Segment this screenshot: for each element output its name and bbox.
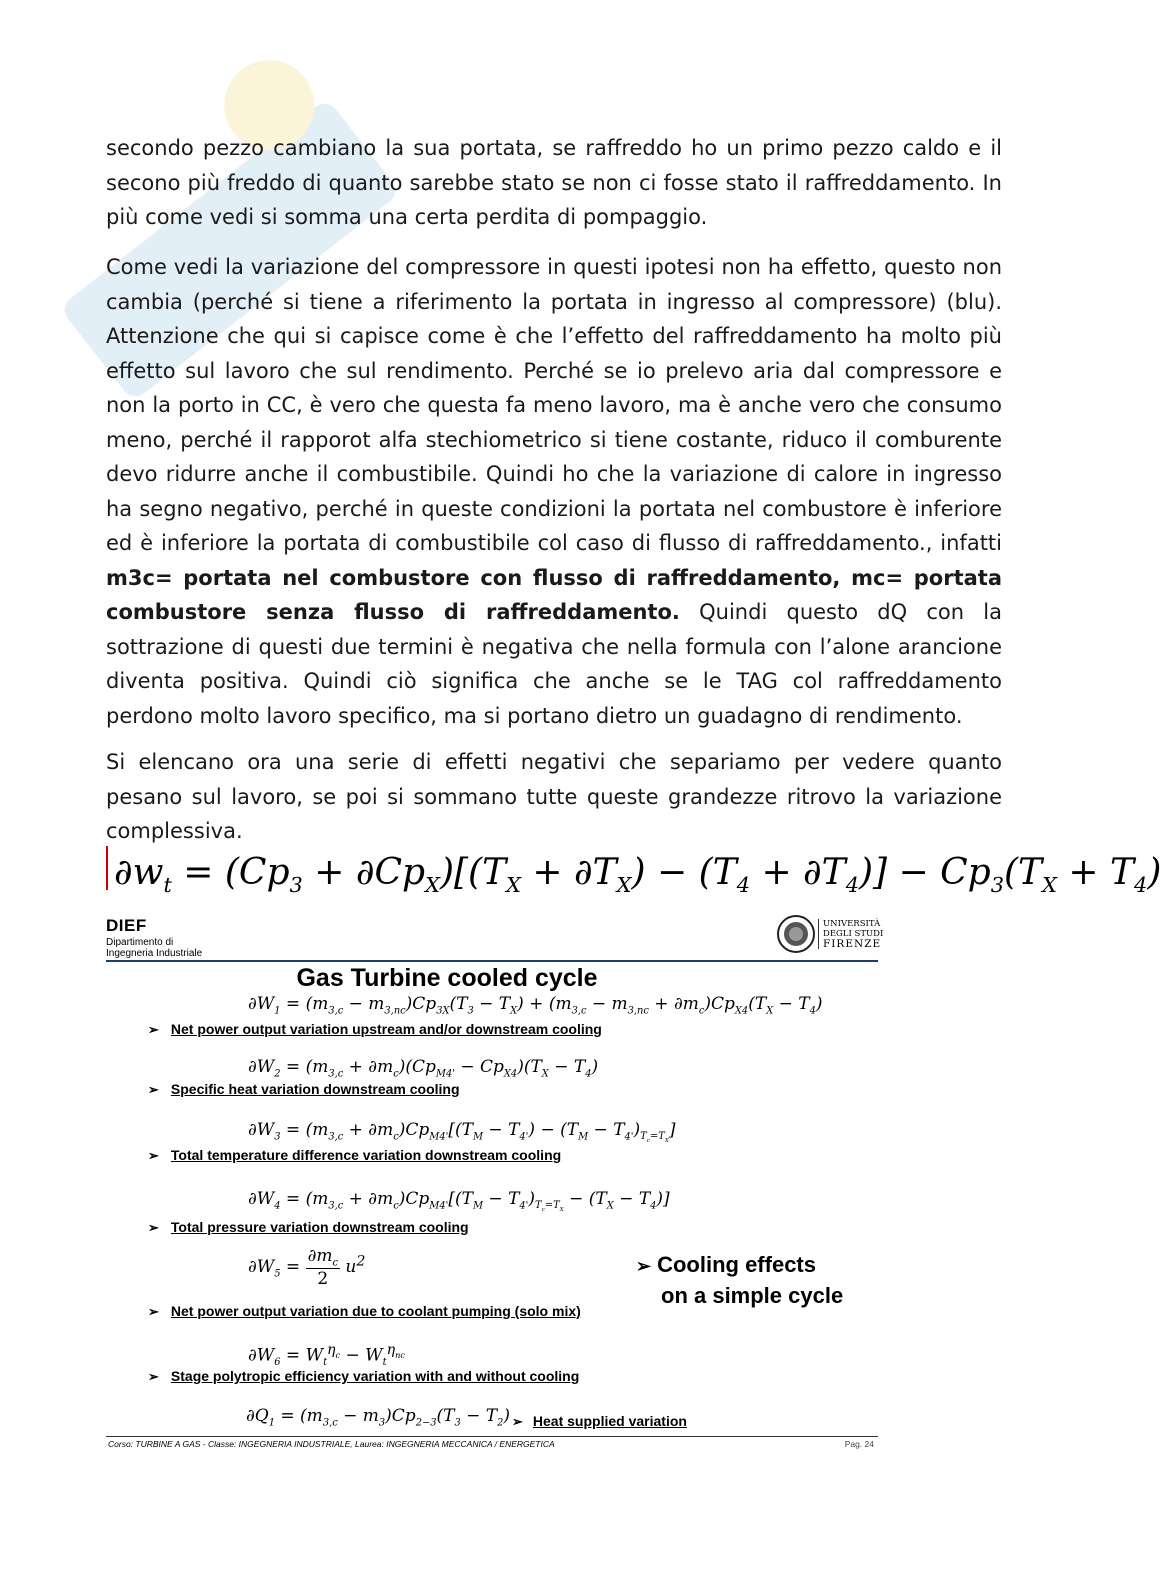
arrow-icon: ➢ — [148, 1369, 159, 1384]
cooling-effects-note — [636, 1250, 843, 1310]
arrow-icon: ➢ — [512, 1414, 523, 1429]
paragraph-2-text-a: Come vedi la variazione del compressore in questi ipotesi non ha effetto, questo non cambia (perché si tiene a riferimento la portata in ingresso al compressore) (blu). Attenzione che qui si capisce come è che l’effetto del raffreddamento ha molto più effetto sul lavoro che sul rendimento. Perché se io prelevo aria dal compressore e non la porto in CC, è vero che questa fa meno lavoro, ma è anche vero che consumo meno, perché il rapporot alfa stechiometrico si tiene costante, riduco il comburente devo ridurre anche il combustibile. Quindi ho che la variazione di calore in ingresso ha segno negativo, perché in queste condizioni la portata nel combustore è inferiore ed è inferiore la portata di combustibile col caso di flusso di raffreddamento., infatti — [106, 255, 1002, 555]
department-line-2: Ingegneria Industriale — [106, 948, 203, 959]
bullet-5 — [148, 1303, 581, 1320]
slide-header-rule — [106, 960, 878, 962]
arrow-icon: ➢ — [148, 1148, 159, 1163]
university-line-3: FIRENZE — [823, 938, 882, 950]
department-line-1: Dipartimento di — [106, 937, 174, 948]
arrow-icon: ➢ — [148, 1304, 159, 1319]
paragraph-2 — [106, 250, 1002, 733]
paragraph-2-bold: m3c= portata nel combustore con flusso di raffreddamento, mc= portata combustore senza flusso di raffreddamento. — [106, 565, 1002, 624]
bullet-2 — [148, 1081, 460, 1098]
equation-w4: $\partial W_4 = (m_{3,c} + \partial m_c)Cp_{M4'}[(T_M - T_{4'})_{T_c=T_X} - (T_X - T_4)]$ — [248, 1189, 670, 1214]
slide-footer-rule — [106, 1436, 878, 1437]
university-line-1: UNIVERSITÀ — [823, 919, 881, 929]
equation-w2: $\partial W_2 = (m_{3,c} + \partial m_c)(Cp_{M4'} - Cp_{X4})(T_X - T_4)$ — [248, 1057, 599, 1080]
equation-w1: $\partial W_1 = (m_{3,c} - m_{3,nc})Cp_{3X}(T_3 - T_X) + (m_{3,c} - m_{3,nc} + \partial m_c)Cp_{X4}(T_X - T_4)$ — [248, 994, 823, 1017]
slide-footer: Corso: TURBINE A GAS - Classe: INGEGNERIA INDUSTRIALE, Laurea: INGEGNERIA MECCANICA / ENERGETICA — [108, 1439, 555, 1449]
arrow-icon: ➢ — [148, 1220, 159, 1235]
cooling-line-2: on a simple cycle — [661, 1283, 844, 1308]
text-cursor — [106, 846, 108, 890]
paragraph-3: Si elencano ora una serie di effetti negativi che separiamo per vedere quanto pesano sul lavoro, se poi si sommano tutte queste grandezze ritrovo la variazione complessiva. — [106, 750, 1002, 843]
bullet-3 — [148, 1147, 561, 1164]
slide-title: Gas Turbine cooled cycle — [296, 964, 598, 992]
bullet-1-text: Net power output variation upstream and/or downstream cooling — [170, 1021, 602, 1037]
university-seal-icon — [776, 914, 816, 954]
slide-image — [100, 906, 884, 1458]
bullet-6 — [148, 1368, 579, 1385]
heat-supplied-label — [512, 1413, 687, 1430]
equation-w3: $\partial W_3 = (m_{3,c} + \partial m_c)Cp_{M4'}[(T_M - T_{4'}) - (T_M - T_{4'})_{T_c=T_X}]$ — [248, 1120, 676, 1145]
arrow-icon: ➢ — [148, 1082, 159, 1097]
paragraph-1: secondo pezzo cambiano la sua portata, se raffreddo ho un primo pezzo caldo e il secono più freddo di quanto sarebbe stato se non ci fosse stato il raffreddamento. In più come vedi si somma una certa perdita di pompaggio. — [106, 136, 1002, 229]
bullet-3-text: Total temperature difference variation downstream cooling — [170, 1147, 562, 1163]
cooling-line-1: Cooling effects — [657, 1252, 816, 1277]
bullet-4 — [148, 1219, 469, 1236]
paragraph-2-text-b: Quindi questo dQ con la sottrazione di questi due termini è negativa che nella formula con l’alone arancione diventa positiva. Quindi ciò significa che anche se le TAG col raffreddamento perdono molto lavoro specifico, ma si portano dietro un guadagno di rendimento. — [106, 600, 1003, 728]
equation-w5: $\partial W_5$ = $\frac{\partial m_c}{2}$ $u^2$ — [248, 1246, 366, 1290]
bullet-4-text: Total pressure variation downstream cooling — [170, 1219, 469, 1235]
equation-w6: $\partial W_6 = W_t^{\eta_c} - W_t^{\eta_{nc}}$ — [248, 1342, 405, 1369]
university-line-2: DEGLI STUDI — [823, 929, 884, 939]
university-name — [818, 919, 893, 949]
equation-q1: $\partial Q_1 = (m_{3,c} - m_3)Cp_{2-3}(T_3 - T_2)$ — [246, 1406, 511, 1429]
dief-logo: DIEF — [106, 916, 147, 935]
arrow-icon: ➢ — [636, 1256, 652, 1276]
slide-page-number: Pag. 24 — [844, 1439, 874, 1449]
bullet-1 — [148, 1021, 602, 1038]
arrow-icon: ➢ — [148, 1022, 159, 1037]
bullet-6-text: Stage polytropic efficiency variation with and without cooling — [170, 1368, 580, 1384]
bullet-2-text: Specific heat variation downstream cooling — [170, 1081, 460, 1097]
heat-supplied-text: Heat supplied variation — [532, 1413, 687, 1429]
department-name — [106, 937, 306, 959]
bullet-5-text: Net power output variation due to coolant pumping (solo mix) — [170, 1303, 581, 1319]
main-formula: $\partial w_t = (Cp_3 + \partial Cp_X)[(T_X + \partial T_X) - (T_4 + \partial T_4)] - Cp_3(T_X + T_4)$ — [106, 846, 1006, 902]
